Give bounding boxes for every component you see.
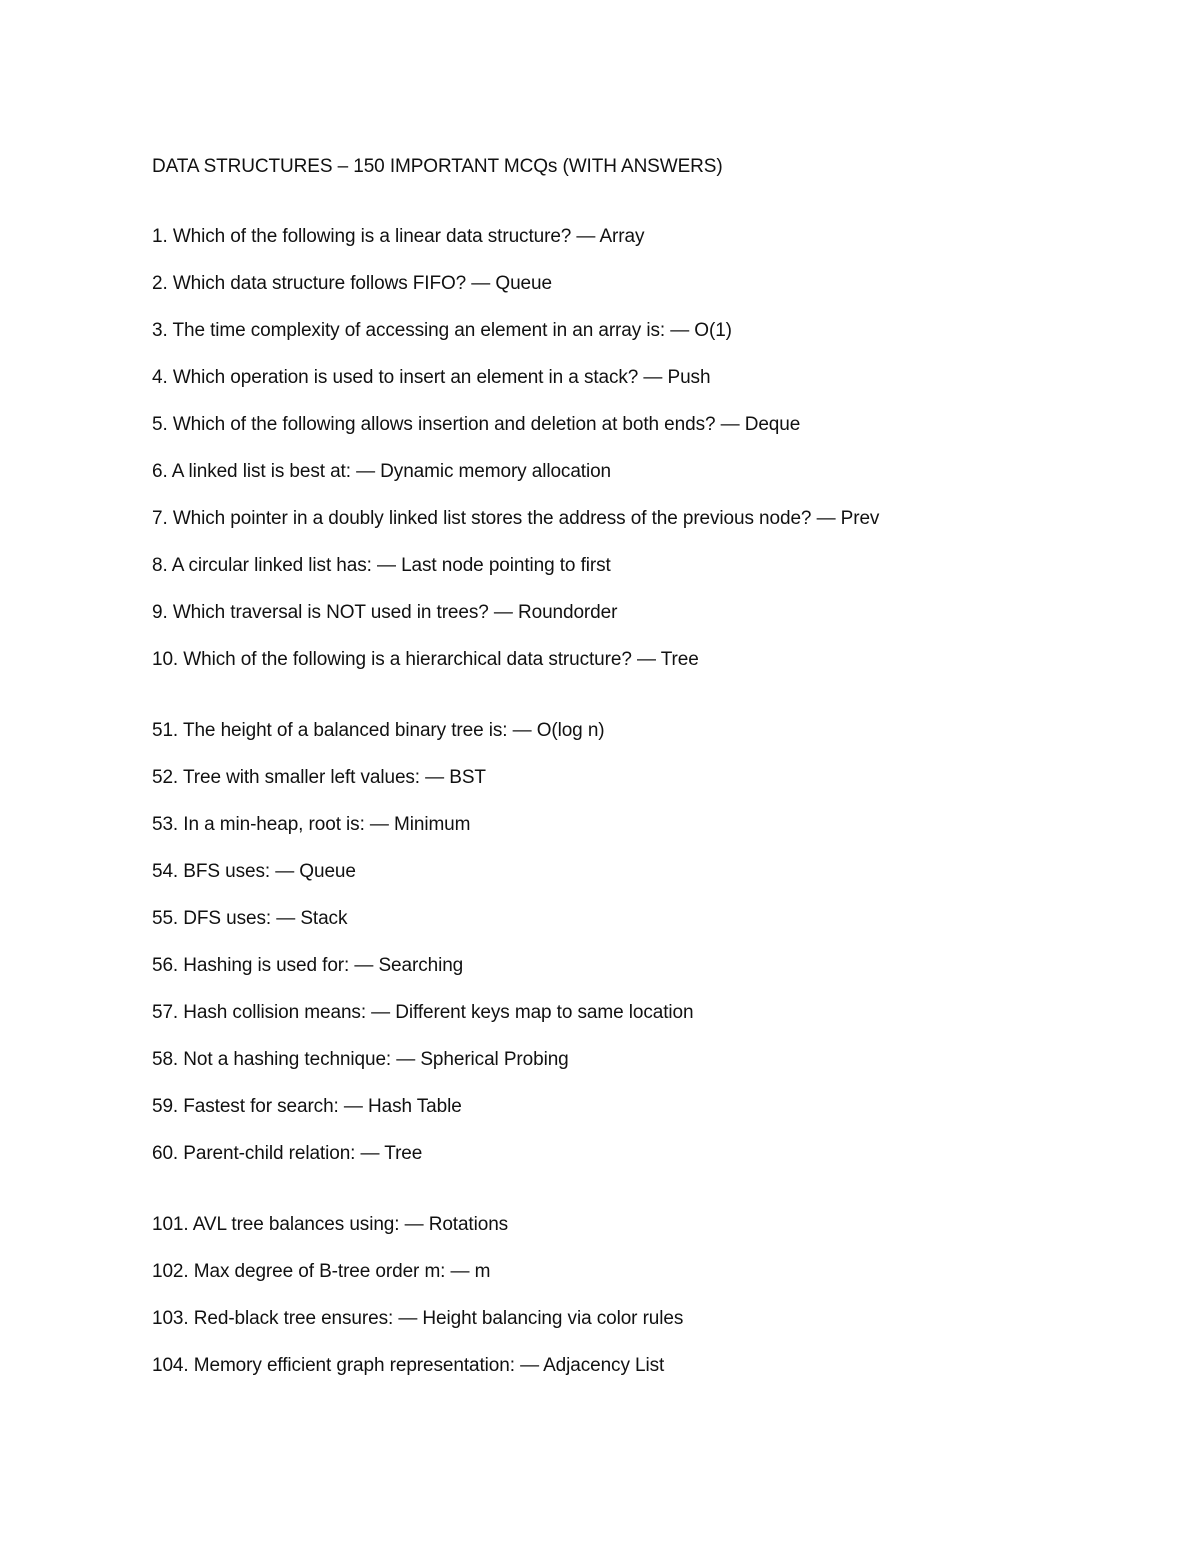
mcq-item: 6. A linked list is best at: — Dynamic memory allocation (152, 461, 612, 482)
mcq-item: 52. Tree with smaller left values: — BST (152, 767, 486, 788)
mcq-item: 104. Memory efficient graph representation: — Adjacency List (152, 1355, 665, 1376)
mcq-item: 60. Parent-child relation: — Tree (152, 1143, 423, 1164)
mcq-item: 56. Hashing is used for: — Searching (152, 955, 464, 976)
mcq-item: 3. The time complexity of accessing an element in an array is: — O(1) (152, 320, 732, 341)
mcq-item: 101. AVL tree balances using: — Rotations (152, 1214, 509, 1235)
mcq-item: 58. Not a hashing technique: — Spherical Probing (152, 1049, 569, 1070)
mcq-section-3 (152, 1213, 683, 1401)
mcq-item: 4. Which operation is used to insert an element in a stack? — Push (152, 367, 711, 388)
mcq-item: 9. Which traversal is NOT used in trees? — Roundorder (152, 602, 618, 623)
mcq-item: 7. Which pointer in a doubly linked list stores the address of the previous node? — Prev (152, 508, 880, 529)
mcq-item: 10. Which of the following is a hierarchical data structure? — Tree (152, 649, 699, 670)
mcq-item: 8. A circular linked list has: — Last node pointing to first (152, 555, 611, 576)
mcq-section-2 (152, 719, 693, 1189)
mcq-section-1 (152, 225, 879, 695)
mcq-item: 57. Hash collision means: — Different keys map to same location (152, 1002, 694, 1023)
mcq-item: 2. Which data structure follows FIFO? — Queue (152, 273, 552, 294)
mcq-item: 103. Red-black tree ensures: — Height balancing via color rules (152, 1308, 684, 1329)
mcq-item: 102. Max degree of B-tree order m: — m (152, 1261, 491, 1282)
mcq-item: 51. The height of a balanced binary tree is: — O(log n) (152, 720, 605, 741)
mcq-item: 54. BFS uses: — Queue (152, 861, 356, 882)
mcq-item: 53. In a min-heap, root is: — Minimum (152, 814, 471, 835)
mcq-item: 55. DFS uses: — Stack (152, 908, 348, 929)
document-title: DATA STRUCTURES – 150 IMPORTANT MCQs (WITH ANSWERS) (152, 156, 723, 177)
mcq-item: 59. Fastest for search: — Hash Table (152, 1096, 462, 1117)
mcq-item: 1. Which of the following is a linear data structure? — Array (152, 226, 645, 247)
mcq-item: 5. Which of the following allows insertion and deletion at both ends? — Deque (152, 414, 801, 435)
